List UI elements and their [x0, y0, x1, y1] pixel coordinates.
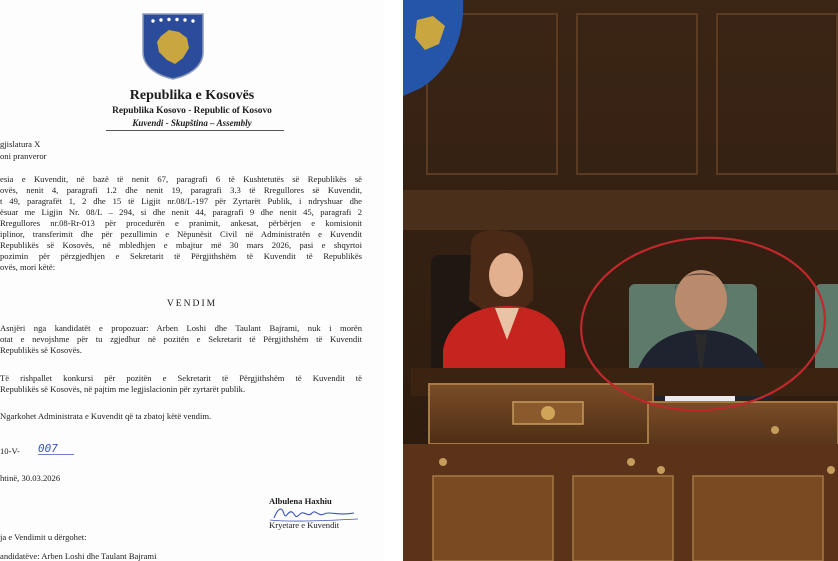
document-title: Republika e Kosovës [129, 88, 255, 103]
preamble-line: Republikës së Kosovës, në mbledhjen e mbajtur më 30 mars 2026, pasi e shqyrtoi [0, 240, 362, 250]
lower-panels [433, 476, 823, 561]
decision-point-1: Republikës së Kosovës. [0, 345, 82, 355]
place-date: htinë, 30.03.2026 [0, 473, 61, 483]
desk-emblem-icon [541, 406, 555, 420]
distribution-heading: ja e Vendimit u dërgohet: [0, 532, 87, 542]
preamble-line: esia e Kuvendit, në bazë të nenit 67, paragrafi 6 të Kushtetutës së Republikës së [0, 174, 362, 184]
document-subtitle: Republika Kosovo - Republic of Kosovo [112, 106, 272, 116]
image-divider [384, 0, 403, 561]
handwritten-reference-text: 007 [38, 442, 58, 455]
decision-point-2: Republikës së Kosovës, në pajtim me legjislacionin për zyrtarët publik. [0, 384, 246, 394]
preamble-line: ovës, mori këtë: [0, 262, 56, 272]
decision-heading: VENDIM [166, 298, 218, 309]
reference-number: 10-V- [0, 446, 20, 456]
decision-point-1: otat e nevojshme për tu zgjedhur në pozitën e Sekretarit të Përgjithshëm të Kuvendit [0, 334, 362, 344]
decision-point-3: Ngarkohet Administrata e Kuvendit që ta zbatoj këtë vendim. [0, 411, 212, 421]
assembly-photo [403, 0, 838, 561]
legislature-line: gjislatura X [0, 139, 41, 149]
preamble-line: t 49, paragrafët 1, 2 dhe 15 të Ligjit nr.08/L-197 për Zyrtarët Publik, i ndryshuar dhe [0, 196, 362, 206]
preamble-line: ovës, nenit 4, paragrafi 1.2 dhe nenit 19, paragrafi 3.3 të Rregullores së Kuvendit, [0, 185, 362, 195]
decision-point-2: Të rishpallet konkursi për pozitën e Sekretarit të Përgjithshëm të Kuvendit të [0, 373, 362, 383]
preamble-line: pozimin për përzgjedhjen e Sekretarit të Përgjithshëm të Kuvendit të Republikës [0, 251, 362, 261]
preamble-line: iplinor, transferimit dhe për pezullimin e Nëpunësit Civil në Administratën e Kuvendit [0, 229, 362, 239]
session-line: oni pranveror [0, 151, 47, 161]
signatory-role: Kryetare e Kuvendit [269, 520, 340, 530]
wall-ledge [403, 190, 838, 230]
assembly-scene [403, 0, 838, 561]
signatory-name: Albulena Haxhiu [269, 496, 332, 506]
document-institution: Kuvendi - Skupština – Assembly [132, 118, 252, 128]
decision-point-1: Asnjëri nga kandidatët e propozuar: Arben Loshi dhe Taulant Bajrami, nuk i morën [0, 323, 362, 333]
preamble-line: Rregullores nr.08-Rr-013 për procedurën e pranimit, ankesat, përbërjen e komisionit [0, 218, 362, 228]
preamble-line: ësuar me Ligjin Nr. 08/L – 294, si dhe nenit 44, paragrafi 9 dhe nenit 45, paragrafi 2 [0, 207, 362, 217]
distribution-line: andidatëve: Arben Loshi dhe Taulant Bajrami [0, 551, 157, 561]
kosovo-emblem-icon [141, 12, 205, 80]
decision-document [0, 0, 384, 561]
header-divider [106, 130, 284, 131]
handwritten-reference [38, 441, 78, 457]
